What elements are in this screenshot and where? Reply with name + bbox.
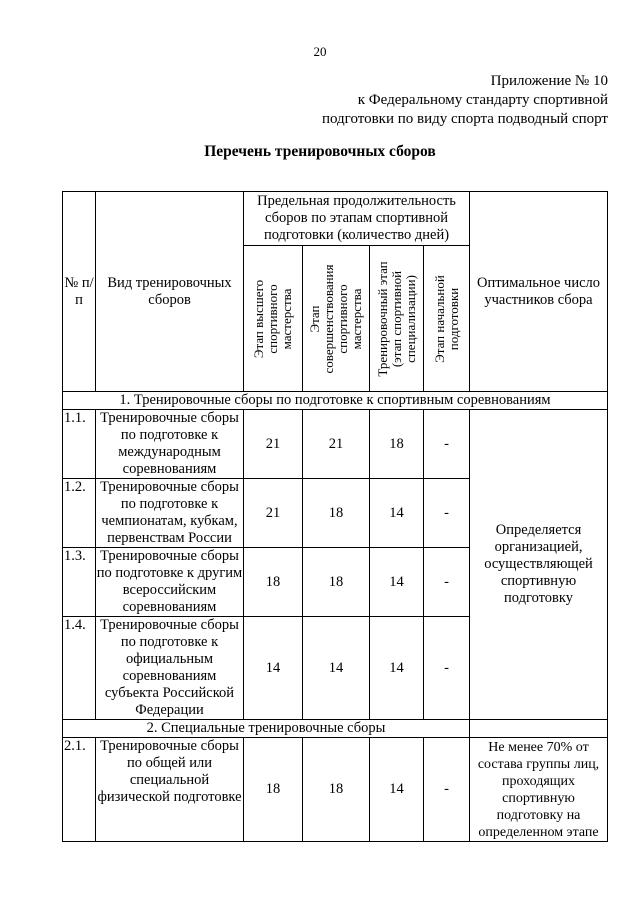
header-stage3-line2: (этап спортивной [388, 270, 404, 367]
row-stage4: - [424, 410, 470, 479]
row-stage1: 18 [244, 738, 303, 842]
page-number: 20 [313, 44, 327, 59]
optimal-section-1: Определяется организацией, осуществляющей спортивную подготовку [470, 410, 608, 720]
table-row [63, 410, 608, 479]
header-stage-training [370, 246, 424, 392]
table-row [63, 738, 608, 842]
header-stage3-line1: Тренировочный этап [374, 260, 390, 377]
training-camps-table [62, 191, 608, 842]
row-stage4: - [424, 479, 470, 548]
header-optimal: Оптимальное число участников сбора [470, 192, 608, 392]
row-stage3: 14 [370, 479, 424, 548]
row-num: 2.1. [63, 738, 96, 842]
row-stage4: - [424, 738, 470, 842]
section-2-title: 2. Специальные тренировочные сборы [63, 720, 470, 738]
header-stage1-line2: спортивного [265, 283, 280, 354]
document-title: Перечень тренировочных сборов [204, 143, 436, 160]
appendix-line-2: к Федеральному стандарту спортивной [357, 92, 608, 108]
row-kind: Тренировочные сборы по подготовке к чемпионатам, кубкам, первенствам России [96, 479, 244, 548]
header-duration-group: Предельная продолжительность сборов по этапам спортивной подготовки (количество дней) [244, 192, 470, 246]
appendix-line-3: подготовки по виду спорта подводный спорт [321, 111, 608, 127]
appendix-line-1: Приложение № 10 [490, 73, 608, 89]
row-stage2: 18 [303, 548, 370, 617]
row-stage1: 21 [244, 410, 303, 479]
row-kind: Тренировочные сборы по подготовке к международным соревнованиям [96, 410, 244, 479]
header-stage-improvement [303, 246, 370, 392]
header-stage1-line3: мастерства [279, 288, 294, 349]
row-stage2: 14 [303, 617, 370, 720]
header-stage2-line2: совершенствования [321, 264, 336, 373]
row-num: 1.2. [63, 479, 96, 548]
header-stage1-line1: Этап высшего [251, 279, 266, 358]
row-num: 1.1. [63, 410, 96, 479]
header-stage2-line1: Этап [307, 305, 322, 332]
header-stage2-line4: мастерства [349, 288, 364, 349]
row-stage1: 21 [244, 479, 303, 548]
row-stage2: 18 [303, 738, 370, 842]
section-2-blank [470, 720, 608, 738]
row-stage2: 18 [303, 479, 370, 548]
header-stage4-line1: Этап начальной [431, 274, 447, 363]
row-kind: Тренировочные сборы по подготовке к другим всероссийским соревнованиям [96, 548, 243, 615]
header-num: № п/п [63, 192, 96, 392]
header-stage4-line2: подготовки [445, 287, 461, 350]
row-stage2: 21 [303, 410, 370, 479]
row-stage1: 18 [244, 548, 303, 617]
header-stage-higher-mastery [244, 246, 303, 392]
row-kind: Тренировочные сборы по подготовке к официальным соревнованиям субъекта Российской Федерации [96, 617, 244, 720]
row-optimal: Не менее 70% от состава группы лиц, проходящих спортивную подготовку на определенном этапе [470, 738, 608, 842]
row-num: 1.3. [63, 548, 96, 617]
header-stage-initial [424, 246, 470, 392]
row-stage4: - [424, 548, 470, 617]
row-num: 1.4. [63, 617, 96, 720]
row-stage3: 14 [370, 617, 424, 720]
row-stage3: 18 [370, 410, 424, 479]
row-stage1: 14 [244, 617, 303, 720]
header-stage2-line3: спортивного [335, 283, 350, 354]
row-stage3: 14 [370, 548, 424, 617]
row-kind: Тренировочные сборы по общей или специальной физической подготовке [96, 738, 244, 842]
appendix-note [322, 72, 608, 129]
row-stage3: 14 [370, 738, 424, 842]
section-1-title: 1. Тренировочные сборы по подготовке к спортивным соревнованиям [63, 392, 608, 410]
row-stage4: - [424, 617, 470, 720]
header-kind: Вид тренировочных сборов [96, 192, 244, 392]
header-stage3-line3: специализации) [402, 274, 418, 363]
